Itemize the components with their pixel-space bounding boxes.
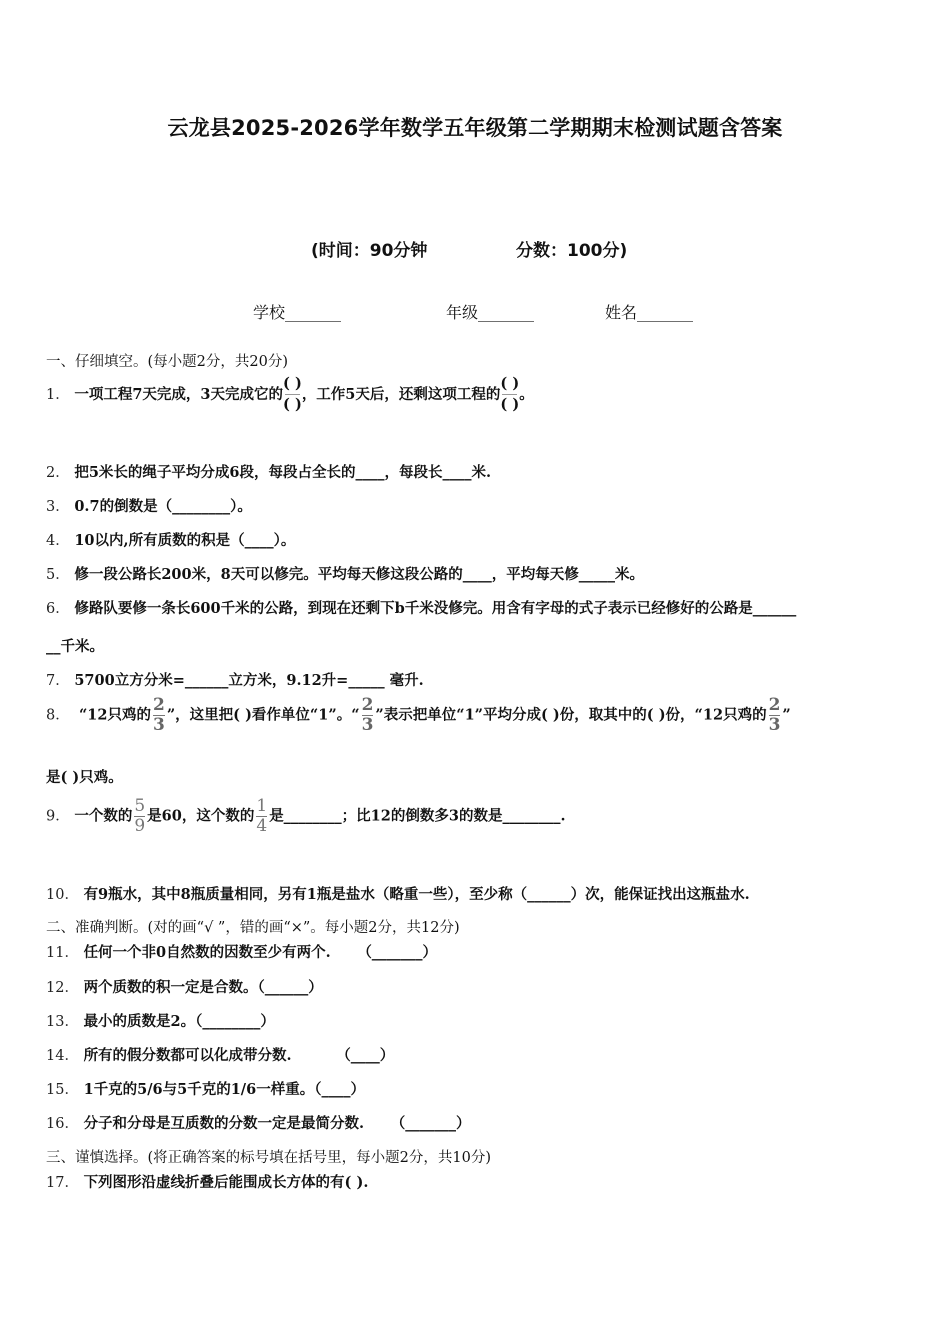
- question-8: [46, 697, 791, 734]
- name-field: 姓名_______: [605, 303, 694, 322]
- question-15: [46, 1078, 365, 1099]
- question-7: [46, 669, 424, 690]
- question-text: 一项工程7天完成，3天完成它的: [74, 385, 284, 403]
- question-text: ”表示把单位“1”平均分成( )份，取其中的( )份，“12只鸡的: [375, 706, 767, 724]
- fraction-denominator: 9: [134, 816, 146, 836]
- question-text: 把5米长的绳子平均分成6段，每段占全长的____，每段长____米.: [74, 464, 492, 481]
- question-text: 0.7的倒数是（________）。: [74, 498, 252, 515]
- question-number: 5．: [46, 567, 70, 583]
- fraction-denominator: 3: [361, 715, 374, 735]
- question-4: [46, 529, 295, 550]
- fraction: [769, 697, 781, 734]
- question-13: [46, 1010, 275, 1031]
- section-heading-1: 一、仔细填空。(每小题2分，共20分): [46, 354, 288, 370]
- question-text: 所有的假分数都可以化成带分数.: [83, 1047, 292, 1064]
- fraction: [362, 697, 374, 734]
- fraction-numerator: 5: [134, 796, 146, 816]
- fraction-numerator: 2: [152, 695, 165, 715]
- question-8-continued: 是( )只鸡。: [46, 769, 123, 786]
- question-2: [46, 461, 491, 482]
- question-14: [46, 1044, 394, 1065]
- question-12: [46, 976, 323, 997]
- question-number: 7．: [46, 673, 70, 689]
- question-text: 修路队要修一条长600千米的公路，到现在还剩下b千米没修完。用含有字母的式子表示已经修好的公路是______: [74, 600, 797, 617]
- fraction-denominator: 4: [256, 816, 268, 836]
- question-number: 13．: [46, 1014, 79, 1030]
- page-title: 云龙县2025-2026学年数学五年级第二学期期末检测试题含答案: [167, 116, 783, 140]
- answer-blank: （_______）: [357, 944, 438, 961]
- question-text: 是________；比12的倒数多3的数是________.: [269, 807, 566, 825]
- grade-field: 年级_______: [446, 303, 535, 322]
- question-text: 1千克的5/6与5千克的1/6一样重。（____）: [83, 1081, 365, 1098]
- question-text: 修一段公路长200米，8天可以修完。平均每天修这段公路的____，平均每天修_____米。: [74, 566, 644, 583]
- question-17: [46, 1171, 368, 1192]
- question-text: 分子和分母是互质数的分数一定是最简分数.: [83, 1115, 365, 1132]
- fraction-denominator: 3: [768, 715, 781, 735]
- fraction-numerator-blank: ( ): [283, 375, 302, 392]
- question-text: 任何一个非0自然数的因数至少有两个.: [83, 944, 331, 961]
- section-heading-2: 二、准确判断。(对的画“√ ”，错的画“×”。每小题2分，共12分): [46, 920, 460, 936]
- fraction: [134, 798, 145, 835]
- fraction-numerator: 2: [361, 695, 374, 715]
- question-text: 一个数的: [74, 807, 133, 825]
- question-number: 6．: [46, 601, 70, 617]
- question-11: [46, 941, 437, 962]
- question-9: [46, 798, 566, 835]
- fraction-denominator-blank: ( ): [283, 396, 302, 414]
- question-number: 14．: [46, 1048, 79, 1064]
- time-label: (时间：90分钟: [311, 241, 428, 261]
- fraction-numerator: 1: [256, 796, 268, 816]
- question-text: ”: [782, 706, 791, 724]
- question-16: [46, 1112, 470, 1133]
- question-text: 是60，这个数的: [147, 807, 255, 825]
- question-text: “12只鸡的: [78, 706, 151, 724]
- fraction-denominator: 3: [152, 715, 165, 735]
- question-text: ”，这里把( )看作单位“1”。“: [166, 706, 360, 724]
- fraction: [153, 697, 165, 734]
- question-text: 有9瓶水，其中8瓶质量相同，另有1瓶是盐水（略重一些），至少称（______）次，能保证找出这瓶盐水.: [83, 886, 750, 903]
- score-label: 分数：100分): [516, 241, 628, 261]
- question-number: 15．: [46, 1082, 79, 1098]
- question-text: 下列图形沿虚线折叠后能围成长方体的有( ).: [83, 1174, 369, 1191]
- answer-blank: （_______）: [390, 1115, 471, 1132]
- fraction-numerator: 2: [768, 695, 781, 715]
- section-heading-3: 三、谨慎选择。(将正确答案的标号填在括号里，每小题2分，共10分): [46, 1150, 491, 1166]
- blank-fraction: [283, 374, 302, 416]
- question-number: 17．: [46, 1175, 79, 1191]
- question-number: 12．: [46, 980, 79, 996]
- question-6-continued: __千米。: [46, 638, 104, 655]
- question-5: [46, 563, 644, 584]
- question-3: [46, 495, 252, 516]
- question-10: [46, 883, 750, 904]
- question-number: 8．: [46, 707, 70, 724]
- question-number: 3．: [46, 499, 70, 515]
- question-text: 。: [519, 385, 534, 403]
- fraction: [256, 798, 267, 835]
- school-field: 学校_______: [253, 303, 342, 322]
- blank-fraction: [500, 374, 519, 416]
- question-number: 1．: [46, 386, 70, 403]
- question-text: ，工作5天后，还剩这项工程的: [301, 385, 501, 403]
- question-1: [46, 374, 534, 416]
- question-text: 最小的质数是2。（________）: [83, 1013, 275, 1030]
- fraction-denominator-blank: ( ): [500, 396, 520, 414]
- question-6: [46, 597, 796, 618]
- fraction-numerator-blank: ( ): [500, 375, 520, 392]
- answer-blank: （____）: [336, 1047, 395, 1064]
- question-number: 2．: [46, 465, 70, 481]
- question-text: 两个质数的积一定是合数。（______）: [83, 979, 323, 996]
- question-number: 11．: [46, 945, 79, 961]
- question-text: 10以内,所有质数的积是（____）。: [74, 532, 296, 549]
- question-number: 9．: [46, 808, 70, 825]
- question-number: 4．: [46, 533, 70, 549]
- question-number: 10．: [46, 887, 79, 903]
- question-text: 5700立方分米=______立方米，9.12升=_____ 毫升.: [74, 672, 424, 689]
- question-number: 16．: [46, 1116, 79, 1132]
